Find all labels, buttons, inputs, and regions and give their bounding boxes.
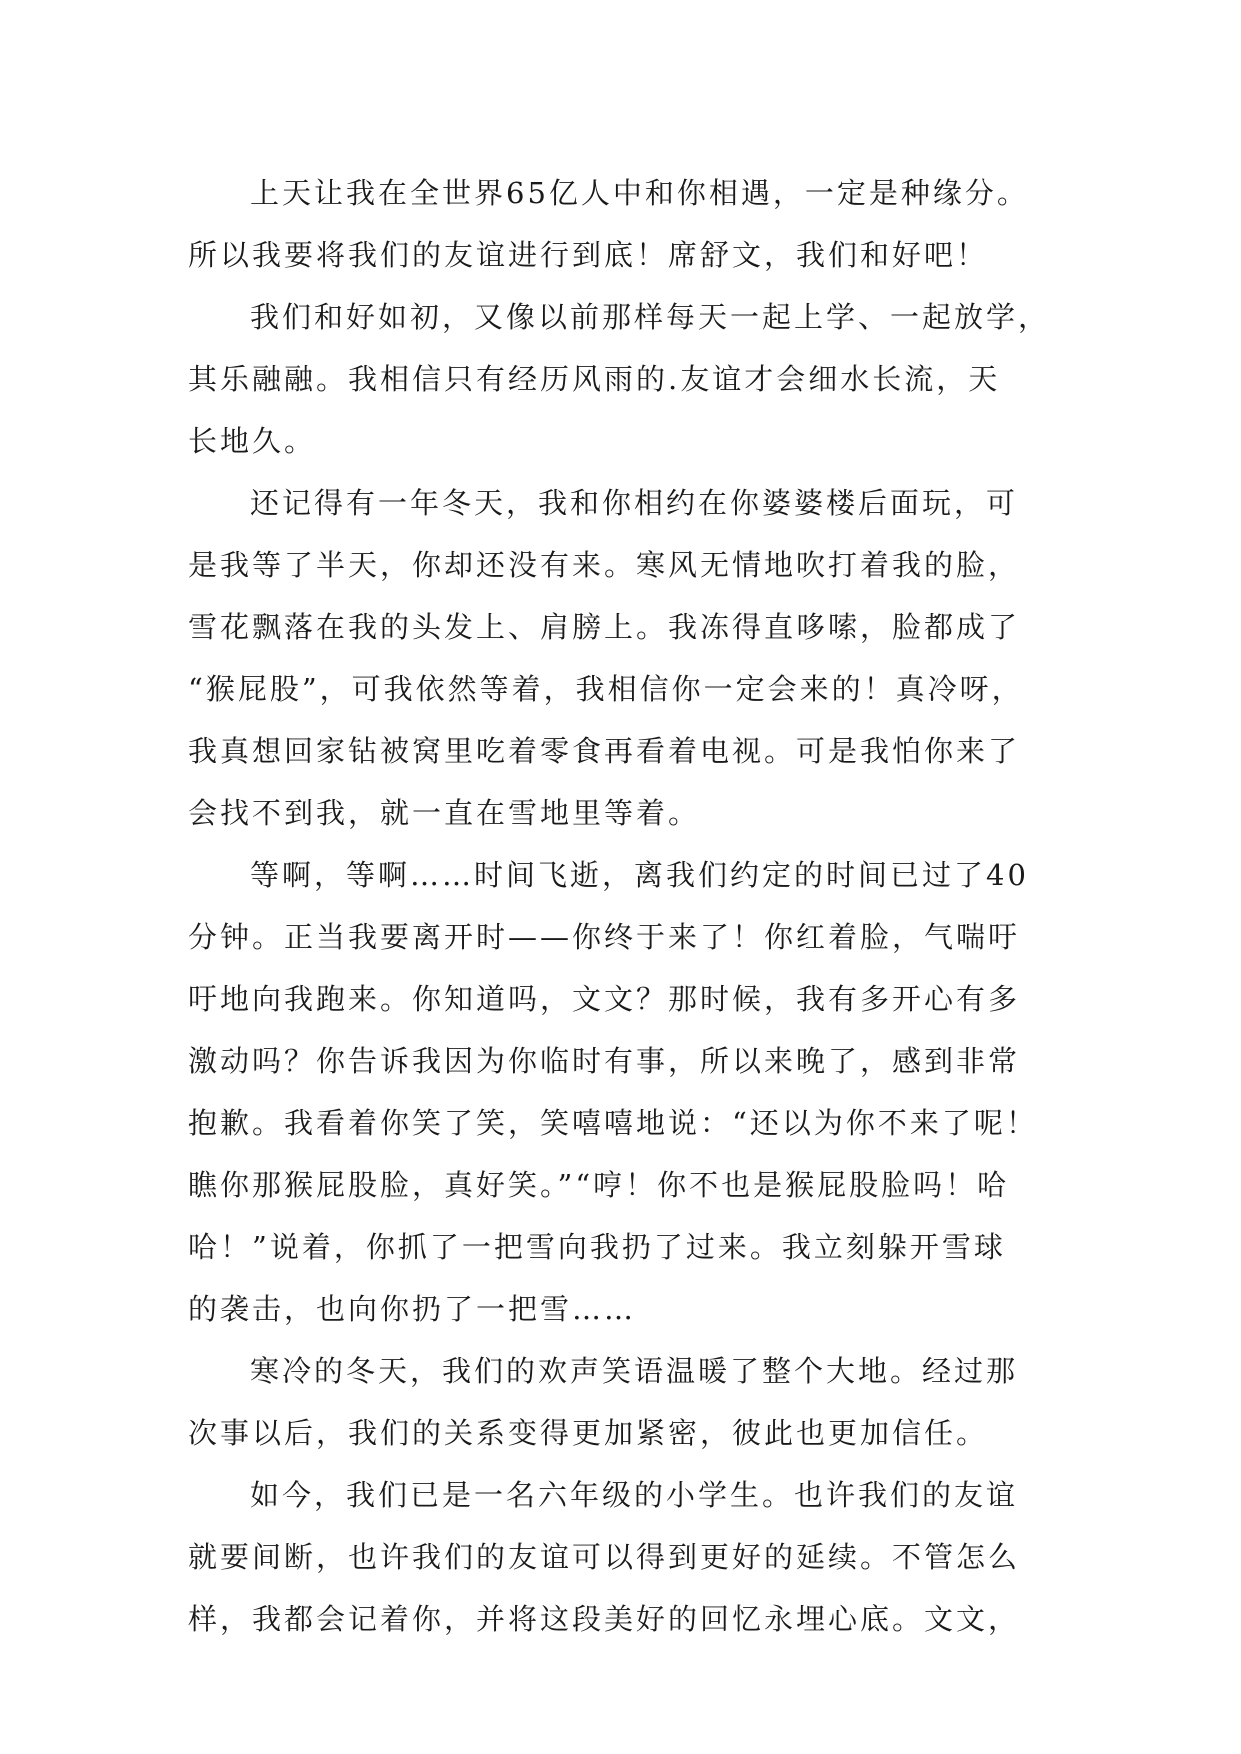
- text-line: 激动吗？你告诉我因为你临时有事，所以来晚了，感到非常: [188, 1044, 1021, 1078]
- text-line: 我们和好如初，又像以前那样每天一起上学、一起放学，: [250, 300, 1051, 334]
- paragraph-1: [188, 162, 1068, 286]
- text-line: 抱歉。我看着你笑了笑，笑嘻嘻地说：“还以为你不来了呢！: [188, 1106, 1038, 1140]
- text-line: 次事以后，我们的关系变得更加紧密，彼此也更加信任。: [188, 1416, 989, 1450]
- text-line: 的袭击，也向你扔了一把雪……: [188, 1292, 637, 1326]
- document-body: [188, 162, 1068, 1650]
- text-line: 我真想回家钻被窝里吃着零食再看着电视。可是我怕你来了: [188, 734, 1021, 768]
- text-line: 还记得有一年冬天，我和你相约在你婆婆楼后面玩，可: [250, 486, 1019, 520]
- text-line: 雪花飘落在我的头发上、肩膀上。我冻得直哆嗦，脸都成了: [188, 610, 1021, 644]
- text-line: “猴屁股”，可我依然等着，我相信你一定会来的！真冷呀，: [188, 672, 1024, 706]
- text-line: 寒冷的冬天，我们的欢声笑语温暖了整个大地。经过那: [250, 1354, 1019, 1388]
- paragraph-6: [188, 1464, 1068, 1650]
- paragraph-4: [188, 844, 1068, 1340]
- text-line: 其乐融融。我相信只有经历风雨的.友谊才会细水长流，天: [188, 362, 1001, 396]
- text-line: 吁地向我跑来。你知道吗，文文？那时候，我有多开心有多: [188, 982, 1021, 1016]
- text-line: 哈！”说着，你抓了一把雪向我扔了过来。我立刻躲开雪球: [188, 1230, 1006, 1264]
- text-line: 是我等了半天，你却还没有来。寒风无情地吹打着我的脸，: [188, 548, 1021, 582]
- paragraph-5: [188, 1340, 1068, 1464]
- text-line: 会找不到我，就一直在雪地里等着。: [188, 796, 701, 830]
- text-line: 长地久。: [188, 424, 317, 458]
- text-line: 如今，我们已是一名六年级的小学生。也许我们的友谊: [250, 1478, 1019, 1512]
- text-line: 样，我都会记着你，并将这段美好的回忆永埋心底。文文，: [188, 1602, 1021, 1636]
- paragraph-3: [188, 472, 1068, 844]
- paragraph-2: [188, 286, 1068, 472]
- text-line: 就要间断，也许我们的友谊可以得到更好的延续。不管怎么: [188, 1540, 1021, 1574]
- text-line: 上天让我在全世界65亿人中和你相遇，一定是种缘分。: [250, 176, 1029, 210]
- text-line: 瞧你那猴屁股脸，真好笑。”“哼！你不也是猴屁股脸吗！哈: [188, 1168, 1010, 1202]
- text-line: 分钟。正当我要离开时——你终于来了！你红着脸，气喘吁: [188, 920, 1021, 954]
- text-line: 所以我要将我们的友谊进行到底！席舒文，我们和好吧！: [188, 238, 989, 272]
- text-line: 等啊，等啊……时间飞逝，离我们约定的时间已过了40: [250, 858, 1029, 892]
